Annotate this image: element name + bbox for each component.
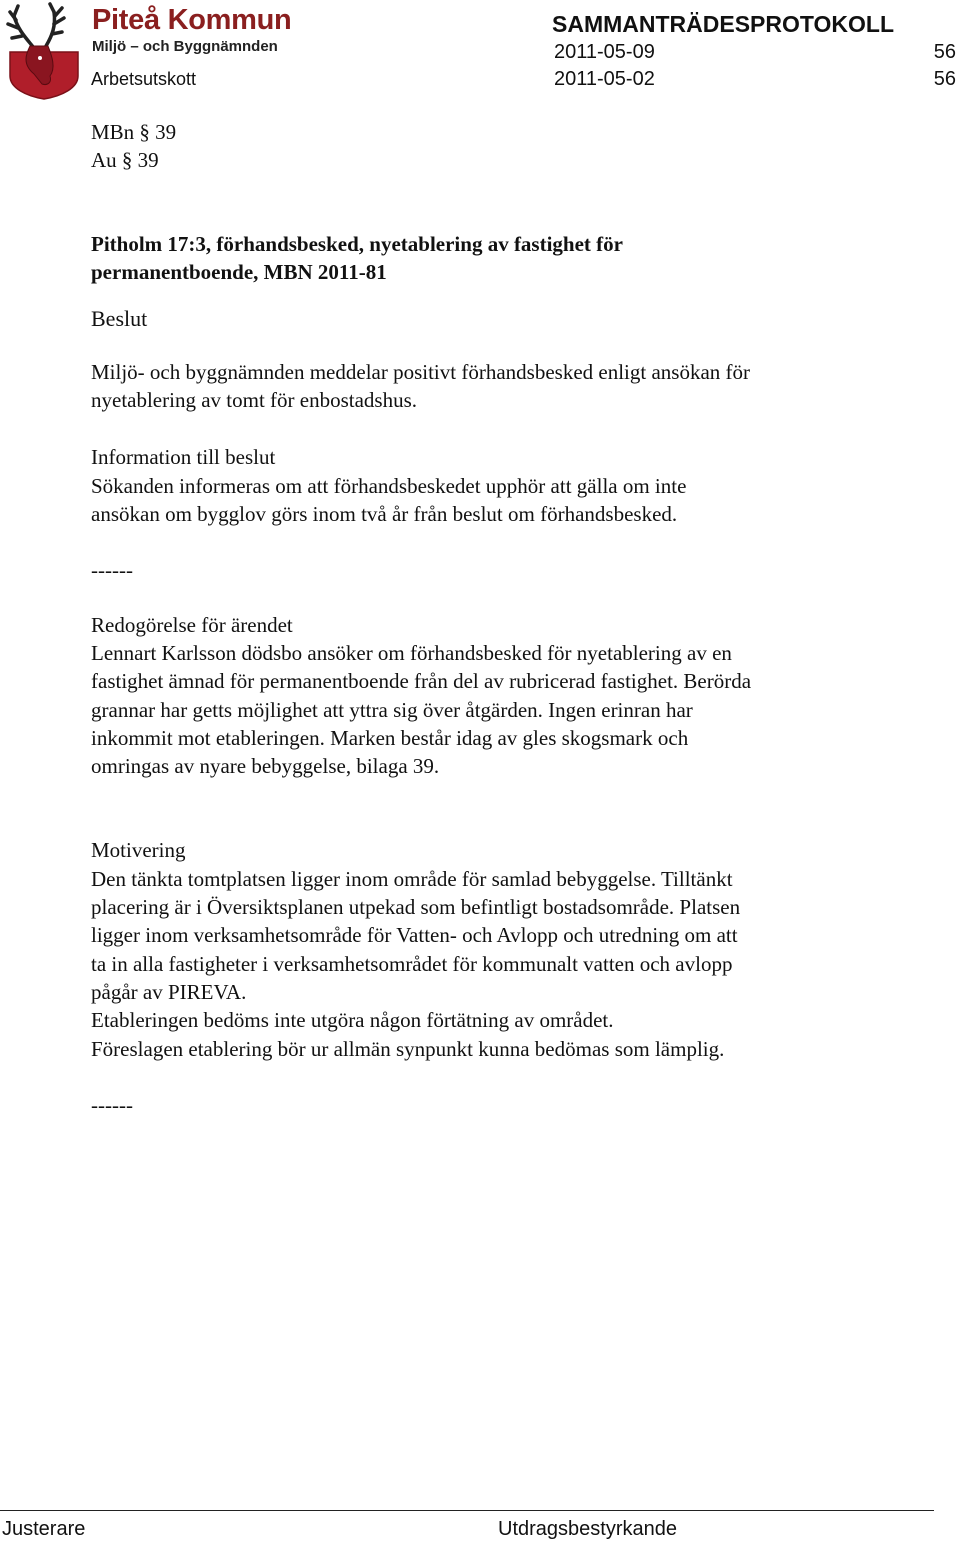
committee-name: Arbetsutskott	[91, 69, 197, 89]
motivation-line: pågår av PIREVA.	[91, 979, 247, 1004]
motivation-line: Etableringen bedöms inte utgöra någon förtätning av området.	[91, 1008, 614, 1033]
decision-line: nyetablering av tomt för enbostadshus.	[91, 388, 418, 413]
reference-mbn: MBn § 39	[91, 120, 177, 144]
account-line: inkommit mot etableringen. Marken består idag av gles skogsmark och	[91, 725, 689, 750]
account-heading: Redogörelse för ärendet	[91, 612, 293, 637]
motivation-line: Den tänkta tomtplatsen ligger inom område för samlad bebyggelse. Tilltänkt	[91, 866, 733, 891]
protocol-body	[91, 118, 937, 1119]
account-line: omringas av nyare bebyggelse, bilaga 39.	[91, 754, 440, 779]
decision-text	[91, 358, 937, 415]
account-line: fastighet ämnad för permanentboende från del av rubricerad fastighet. Berörda	[91, 669, 752, 694]
decision-heading: Beslut	[91, 305, 148, 331]
motivation-line: Föreslagen etablering bör ur allmän synpunkt kunna bedömas som lämplig.	[91, 1036, 725, 1061]
footer-certification-label: Utdragsbestyrkande	[498, 1518, 677, 1540]
reference-au: Au § 39	[91, 148, 159, 172]
section-separator: ------	[91, 1092, 133, 1117]
information-heading: Information till beslut	[91, 445, 276, 470]
page-number-committee: 56	[933, 68, 956, 90]
footer-adjuster-label: Justerare	[2, 1518, 86, 1540]
meeting-date-committee: 2011-05-02	[554, 68, 655, 90]
information-text	[91, 472, 937, 529]
information-line: Sökanden informeras om att förhandsbeskedet upphör att gälla om inte	[91, 473, 687, 498]
decision-line: Miljö- och byggnämnden meddelar positivt förhandsbesked enligt ansökan för	[91, 359, 751, 384]
motivation-line: ligger inom verksamhetsområde för Vatten- och Avlopp och utredning om att	[91, 923, 738, 948]
section-separator: ------	[91, 558, 133, 583]
case-title-line-2: permanentboende, MBN 2011-81	[91, 260, 387, 285]
account-line: grannar har getts möjlighet att yttra sig över åtgärden. Ingen erinran har	[91, 697, 693, 722]
account-line: Lennart Karlsson dödsbo ansöker om förhandsbesked för nyetablering av en	[91, 640, 732, 665]
motivation-text	[91, 865, 937, 1063]
motivation-line: placering är i Översiktsplanen utpekad som befintligt bostadsområde. Platsen	[91, 895, 741, 920]
footer-divider	[0, 1510, 934, 1511]
organization-name: Piteå Kommun	[92, 4, 292, 36]
case-title	[91, 230, 937, 287]
motivation-line: ta in alla fastigheter i verksamhetsområdet för kommunalt vatten och avlopp	[91, 951, 733, 976]
reindeer-coat-of-arms-icon	[4, 2, 84, 100]
motivation-heading: Motivering	[91, 838, 186, 863]
municipality-logo	[4, 2, 84, 100]
account-text	[91, 639, 937, 780]
page-number-main: 56	[933, 41, 956, 63]
case-title-line-1: Pitholm 17:3, förhandsbesked, nyetablering av fastighet för	[91, 232, 623, 256]
document-type: SAMMANTRÄDESPROTOKOLL	[552, 11, 895, 37]
information-line: ansökan om bygglov görs inom två år från beslut om förhandsbesked.	[91, 502, 678, 527]
meeting-date-main: 2011-05-09	[554, 41, 655, 63]
department-name: Miljö – och Byggnämnden	[92, 38, 278, 55]
